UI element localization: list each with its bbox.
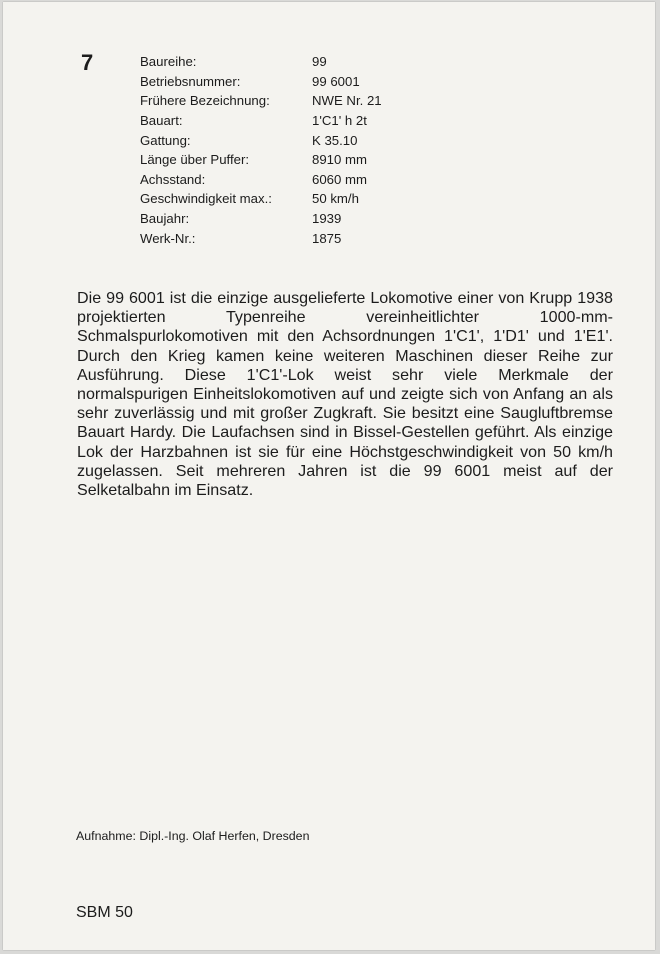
spec-value: 6060 mm [312,171,367,187]
spec-value: 1939 [312,211,342,227]
spec-value: K 35.10 [312,132,358,148]
spec-label: Gattung: [140,132,191,148]
spec-row-betriebsnummer [140,72,382,92]
description-text: Die 99 6001 ist die einzige ausgelieferte Lokomotive einer von Krupp 1938 projektierten Typenreihe vereinheitlichter 1000-mm-Schmalspurlokomotiven mit den Achsordnungen 1'C1', 1'D1' und 1'E1'. Durch den Krieg kamen keine weiteren Maschinen dieser Reihe zur Ausführung. Diese 1'C1'-Lok weist sehr viele Merkmale der normalspurigen Einheitslokomotiven auf und zeigte sich von Anfang an als sehr zuverlässig und mit großer Zugkraft. Sie besitzt eine Saugluftbremse Bauart Hardy. Die Laufachsen sind in Bissel-Gestellen geführt. Als einzige Lok der Harzbahnen ist sie für eine Höchstgeschwindigkeit von 50 km/h zugelassen. Seit mehreren Jahren ist die 99 6001 meist auf der Selketalbahn im Einsatz. [77,289,613,500]
spec-value: 8910 mm [312,152,367,168]
spec-label: Betriebsnummer: [140,73,241,89]
spec-value: 99 [312,54,327,70]
spec-row-laenge [140,150,382,170]
spec-row-bauart [140,111,382,131]
photo-credit: Aufnahme: Dipl.-Ing. Olaf Herfen, Dresden [76,829,310,843]
spec-row-fruehere-bezeichnung [140,91,382,111]
card-number: 7 [81,50,94,75]
spec-row-baujahr [140,209,382,229]
spec-row-gattung [140,130,382,150]
spec-value: 1'C1' h 2t [312,113,367,129]
spec-label: Baureihe: [140,54,197,70]
spec-table [140,52,382,248]
spec-label: Geschwindigkeit max.: [140,191,272,207]
postcard-back [3,2,655,950]
spec-label: Baujahr: [140,211,190,227]
spec-row-geschwindigkeit [140,189,382,209]
spec-label: Achsstand: [140,171,206,187]
spec-row-werk-nr [140,228,382,248]
spec-value: 1875 [312,230,342,246]
series-label: SBM 50 [76,904,133,921]
spec-label: Bauart: [140,113,183,129]
spec-label: Länge über Puffer: [140,152,250,168]
spec-label: Frühere Bezeichnung: [140,93,270,109]
spec-value: 99 6001 [312,73,360,89]
spec-label: Werk-Nr.: [140,230,196,246]
spec-value: NWE Nr. 21 [312,93,382,109]
spec-value: 50 km/h [312,191,359,207]
spec-row-achsstand [140,170,382,190]
spec-row-baureihe [140,52,382,72]
